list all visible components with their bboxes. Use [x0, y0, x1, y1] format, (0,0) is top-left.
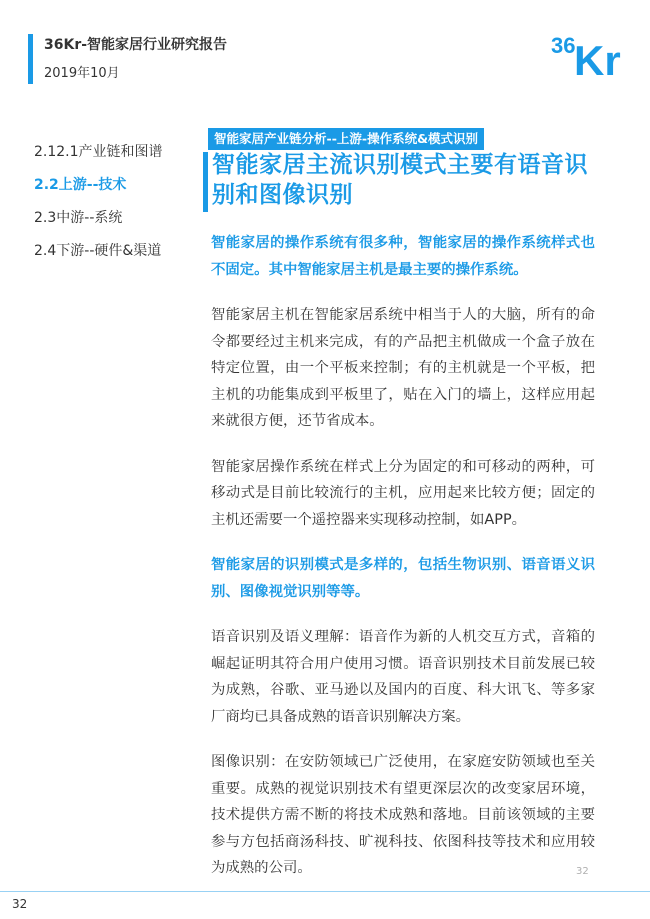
table-of-contents	[34, 142, 199, 274]
toc-item-industry-chain[interactable]: 2.12.1产业链和图谱	[34, 144, 163, 160]
section-tag: 智能家居产业链分析--上游-操作系统&模式识别	[208, 128, 484, 150]
toc-item-downstream-hardware[interactable]: 2.4下游--硬件&渠道	[34, 243, 162, 259]
highlight-paragraph: 智能家居的操作系统有很多种，智能家居的操作系统样式也不固定。其中智能家居主机是最主要的操作系统。	[211, 235, 595, 278]
article-body	[211, 230, 595, 901]
svg-text:36: 36	[551, 33, 576, 58]
heading-accent-bar	[203, 152, 208, 212]
page-number: 32	[12, 897, 28, 911]
svg-text:Kr: Kr	[574, 37, 621, 77]
body-paragraph: 语音识别及语义理解：语音作为新的人机交互方式，音箱的崛起证明其符合用户使用习惯。语音识别技术目前发展已较为成熟，谷歌、亚马逊以及国内的百度、科大讯飞、等多家厂商均已具备成熟的语音识别解决方案。	[211, 629, 595, 725]
footer-divider	[0, 891, 650, 892]
header-accent-bar	[28, 34, 33, 84]
body-paragraph: 智能家居操作系统在样式上分为固定的和可移动的两种，可移动式是目前比较流行的主机，应用起来比较方便；固定的主机还需要一个遥控器来实现移动控制，如APP。	[211, 458, 595, 528]
body-paragraph: 智能家居主机在智能家居系统中相当于人的大脑，所有的命令都要经过主机来完成，有的产品把主机做成一个盒子放在特定位置，由一个平板来控制；有的主机就是一个平板，把主机的功能集成到平板里了，贴在入门的墙上，这样应用起来就很方便，还节省成本。	[211, 307, 595, 429]
page-heading: 智能家居主流识别模式主要有语音识别和图像识别	[212, 152, 588, 208]
toc-item-midstream-system[interactable]: 2.3中游--系统	[34, 210, 123, 226]
report-title: 36Kr-智能家居行业研究报告	[44, 37, 228, 53]
toc-item-upstream-tech[interactable]: 2.2上游--技术	[34, 177, 127, 193]
report-date: 2019年10月	[44, 66, 120, 81]
inner-page-number: 32	[576, 866, 589, 877]
36kr-logo	[551, 29, 631, 77]
body-paragraph: 图像识别：在安防领域已广泛使用，在家庭安防领域也至关重要。成熟的视觉识别技术有望更深层次的改变家居环境，技术提供方需不断的将技术成熟和落地。目前该领域的主要参与方包括商汤科技、旷视科技、依图科技等技术和应用较为成熟的公司。	[211, 754, 595, 876]
highlight-paragraph: 智能家居的识别模式是多样的，包括生物识别、语音语义识别、图像视觉识别等等。	[211, 557, 595, 600]
